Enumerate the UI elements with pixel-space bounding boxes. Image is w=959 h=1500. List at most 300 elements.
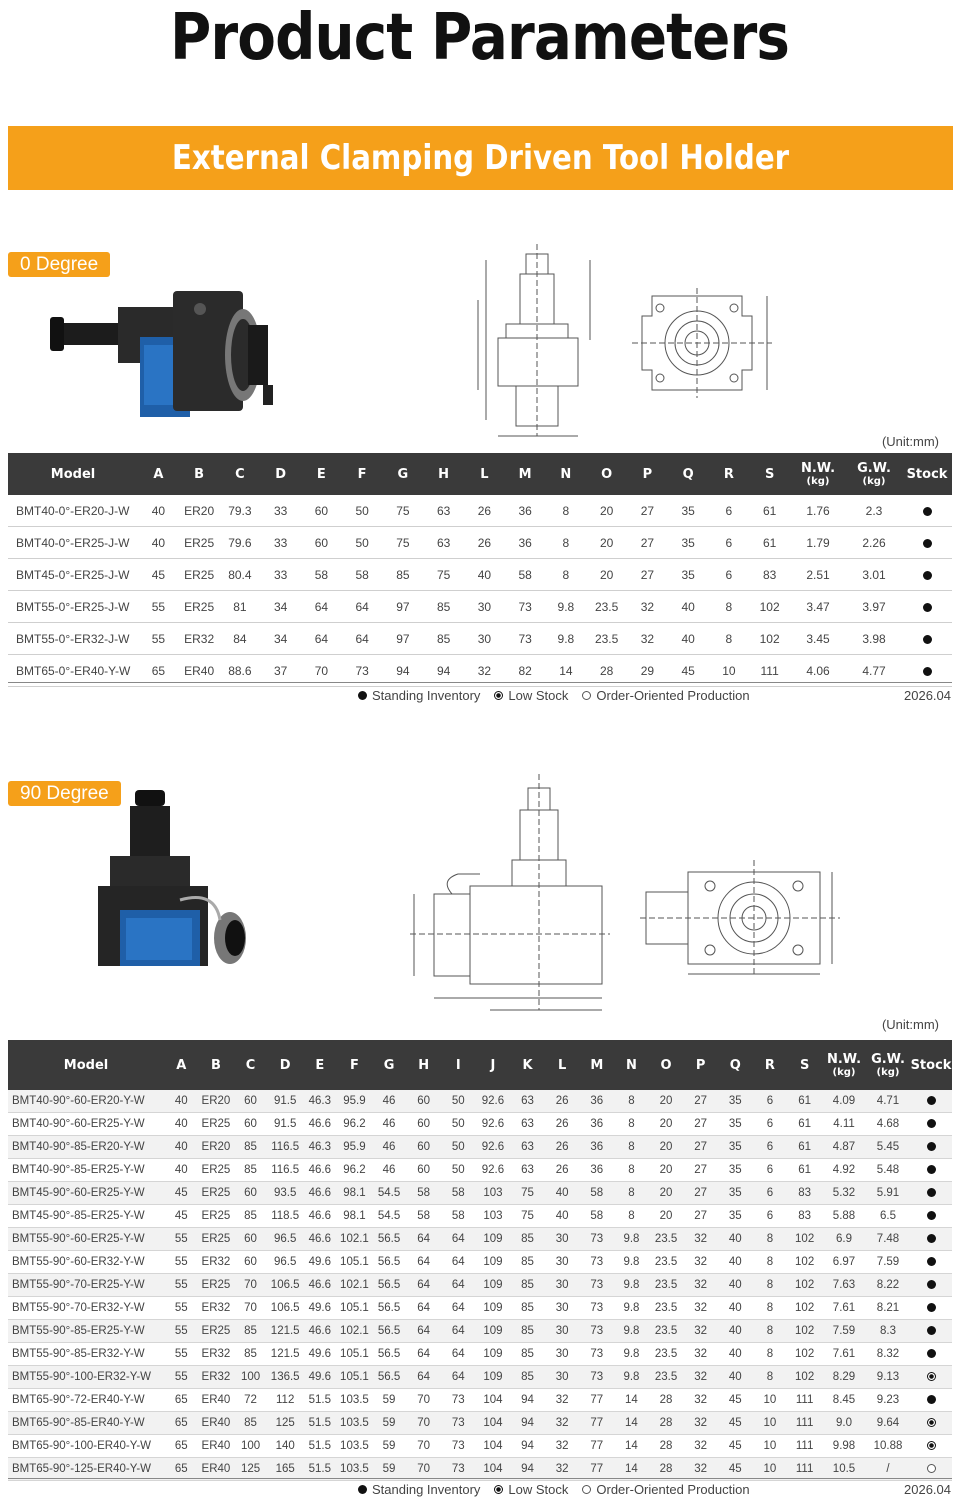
divider [8, 682, 952, 683]
table-cell: 54.5 [372, 1205, 407, 1228]
model-cell: BMT55-90°-100-ER32-Y-W [8, 1366, 164, 1389]
table-cell: 109 [476, 1228, 511, 1251]
stock-cell [902, 559, 952, 591]
table-cell: 28 [649, 1458, 684, 1481]
table-cell: 75 [510, 1205, 545, 1228]
table-cell: 9.8 [546, 591, 587, 623]
table-cell: 75 [423, 559, 464, 591]
table-cell: 59 [372, 1435, 407, 1458]
table-cell: 14 [614, 1458, 649, 1481]
table-cell: 125 [233, 1458, 268, 1481]
table-cell: 56.5 [372, 1320, 407, 1343]
table-cell: 35 [668, 559, 709, 591]
table-cell: 20 [649, 1136, 684, 1159]
table-cell: 104 [476, 1412, 511, 1435]
table-cell: ER25 [199, 1159, 234, 1182]
table-cell: 8 [753, 1343, 788, 1366]
order-production-icon [582, 1485, 591, 1494]
model-cell: BMT55-90°-85-ER32-Y-W [8, 1343, 164, 1366]
table-cell: 2.3 [846, 495, 902, 527]
table-cell: 32 [683, 1366, 718, 1389]
model-cell: BMT65-90°-100-ER40-Y-W [8, 1435, 164, 1458]
model-cell: BMT45-0°-ER25-J-W [8, 559, 138, 591]
table-cell: 98.1 [337, 1182, 372, 1205]
column-header: G [397, 466, 409, 482]
table-cell: 26 [545, 1159, 580, 1182]
table-cell: 35 [718, 1113, 753, 1136]
table-cell: 30 [545, 1228, 580, 1251]
table-cell: 79.6 [220, 527, 261, 559]
spec-table-0-degree [8, 453, 952, 687]
table-cell: ER32 [199, 1343, 234, 1366]
table-cell: 96.5 [268, 1251, 303, 1274]
table-cell: 60 [301, 495, 342, 527]
table-cell: 58 [441, 1205, 476, 1228]
table-row [8, 1113, 952, 1136]
table-cell: 23.5 [649, 1343, 684, 1366]
table-row [8, 591, 952, 623]
table-cell: 83 [749, 559, 790, 591]
table-header-row [8, 1040, 952, 1090]
standing-inventory-icon [358, 1485, 367, 1494]
column-header: P [695, 1057, 706, 1073]
table-cell: 30 [545, 1366, 580, 1389]
table-cell: 8 [614, 1136, 649, 1159]
stock-cell [910, 1389, 952, 1412]
table-cell: 7.59 [866, 1251, 910, 1274]
table-cell: 102 [787, 1228, 822, 1251]
column-header: L [480, 466, 489, 482]
table-cell: ER25 [199, 1228, 234, 1251]
column-header: D [279, 1057, 291, 1073]
table-cell: 106.5 [268, 1297, 303, 1320]
table-cell: 103.5 [337, 1435, 372, 1458]
table-cell: 20 [586, 495, 627, 527]
table-cell: 85 [423, 623, 464, 655]
column-header: N.W. (kg) [800, 460, 836, 487]
front-view-drawing-90-degree [640, 852, 850, 982]
table-cell: 55 [164, 1297, 199, 1320]
table-cell: 28 [649, 1389, 684, 1412]
table-cell: 40 [668, 591, 709, 623]
column-header: D [275, 466, 287, 482]
order-production-icon [582, 691, 591, 700]
table-cell: 8.45 [822, 1389, 866, 1412]
table-cell: ER25 [179, 559, 220, 591]
table-cell: 3.47 [790, 591, 846, 623]
table-cell: ER40 [199, 1412, 234, 1435]
legend-low-label: Low Stock [508, 688, 569, 703]
standing-inventory-icon [927, 1234, 936, 1243]
table-cell: 14 [614, 1389, 649, 1412]
table-cell: 46.3 [303, 1090, 338, 1113]
table-cell: 59 [372, 1458, 407, 1481]
table-cell: 116.5 [268, 1159, 303, 1182]
stock-cell [910, 1274, 952, 1297]
table-cell: 109 [476, 1320, 511, 1343]
table-cell: 51.5 [303, 1458, 338, 1481]
table-cell: 23.5 [649, 1297, 684, 1320]
table-cell: 6 [753, 1113, 788, 1136]
table-row [8, 1274, 952, 1297]
table-cell: 136.5 [268, 1366, 303, 1389]
table-cell: 56.5 [372, 1228, 407, 1251]
table-cell: 27 [627, 527, 668, 559]
specifications-banner [8, 126, 953, 242]
table-cell: 9.64 [866, 1412, 910, 1435]
column-header: Model [63, 1057, 109, 1073]
stock-cell [910, 1136, 952, 1159]
table-cell: 4.87 [822, 1136, 866, 1159]
column-header: S [764, 466, 775, 482]
table-cell: 36 [505, 527, 546, 559]
table-cell: 35 [668, 527, 709, 559]
standing-inventory-icon [927, 1096, 936, 1105]
table-cell: 73 [505, 623, 546, 655]
table-cell: 64 [301, 591, 342, 623]
legend-order-label: Order-Oriented Production [596, 688, 750, 703]
table-cell: 85 [510, 1320, 545, 1343]
standing-inventory-icon [927, 1188, 936, 1197]
table-cell: 37 [260, 655, 301, 687]
table-row [8, 1343, 952, 1366]
table-cell: 92.6 [476, 1090, 511, 1113]
low-stock-icon [927, 1372, 936, 1381]
table-cell: 80.4 [220, 559, 261, 591]
table-row [8, 1136, 952, 1159]
standing-inventory-icon [927, 1349, 936, 1358]
table-cell: 49.6 [303, 1343, 338, 1366]
standing-inventory-icon [927, 1257, 936, 1266]
table-cell: 32 [683, 1343, 718, 1366]
table-cell: 50 [342, 527, 383, 559]
table-cell: ER32 [199, 1297, 234, 1320]
table-cell: 9.23 [866, 1389, 910, 1412]
table-cell: 6 [753, 1136, 788, 1159]
standing-inventory-icon [923, 603, 932, 612]
table-cell: 81 [220, 591, 261, 623]
table-cell: ER40 [199, 1458, 234, 1481]
table-cell: 10 [753, 1412, 788, 1435]
column-header: B [210, 1057, 221, 1073]
table-cell: 46.6 [303, 1228, 338, 1251]
table-cell: 85 [383, 559, 424, 591]
table-cell: 45 [164, 1182, 199, 1205]
table-cell: 35 [718, 1090, 753, 1113]
model-cell: BMT55-0°-ER25-J-W [8, 591, 138, 623]
table-cell: 94 [510, 1435, 545, 1458]
table-cell: 104 [476, 1458, 511, 1481]
table-cell: 7.61 [822, 1343, 866, 1366]
table-cell: 45 [718, 1435, 753, 1458]
table-cell: 32 [683, 1251, 718, 1274]
table-cell: 64 [406, 1251, 441, 1274]
stock-cell [910, 1251, 952, 1274]
model-cell: BMT55-90°-85-ER25-Y-W [8, 1320, 164, 1343]
table-cell: 4.77 [846, 655, 902, 687]
table-cell: 9.8 [614, 1251, 649, 1274]
table-cell: 97 [383, 591, 424, 623]
column-header: F [357, 466, 367, 482]
table-cell: 111 [787, 1389, 822, 1412]
table-cell: ER20 [199, 1136, 234, 1159]
table-cell: 26 [464, 495, 505, 527]
table-cell: 88.6 [220, 655, 261, 687]
standing-inventory-icon [927, 1142, 936, 1151]
table-cell: ER25 [179, 591, 220, 623]
table-cell: 58 [342, 559, 383, 591]
table-cell: 3.98 [846, 623, 902, 655]
table-cell: 5.45 [866, 1136, 910, 1159]
table-cell: 20 [586, 559, 627, 591]
table-cell: 8 [546, 527, 587, 559]
table-cell: 55 [138, 591, 179, 623]
table-cell: 28 [649, 1435, 684, 1458]
table-cell: 58 [580, 1205, 615, 1228]
banner-text: External Clamping Driven Tool Holder Specifications [171, 138, 790, 242]
table-cell: 6.97 [822, 1251, 866, 1274]
table-cell: 8 [614, 1113, 649, 1136]
table-cell: 65 [164, 1458, 199, 1481]
model-cell: BMT40-0°-ER25-J-W [8, 527, 138, 559]
table-cell: 30 [464, 591, 505, 623]
table-cell: 64 [406, 1274, 441, 1297]
column-header: M [518, 466, 532, 482]
table-cell: 6 [753, 1090, 788, 1113]
table-cell: 121.5 [268, 1343, 303, 1366]
table-cell: 26 [464, 527, 505, 559]
table-cell: 40 [668, 623, 709, 655]
table-cell: 8.22 [866, 1274, 910, 1297]
table-cell: 46.6 [303, 1320, 338, 1343]
table-cell: 46 [372, 1113, 407, 1136]
column-header: O [601, 466, 613, 482]
table-cell: 111 [787, 1458, 822, 1481]
model-cell: BMT55-90°-70-ER25-Y-W [8, 1274, 164, 1297]
table-cell: 26 [545, 1113, 580, 1136]
table-cell: 27 [683, 1113, 718, 1136]
table-row [8, 623, 952, 655]
table-cell: 26 [545, 1090, 580, 1113]
table-cell: 8 [753, 1228, 788, 1251]
column-header: R [723, 466, 734, 482]
table-cell: 100 [233, 1366, 268, 1389]
table-cell: 65 [138, 655, 179, 687]
table-cell: 60 [233, 1251, 268, 1274]
table-cell: 58 [505, 559, 546, 591]
table-cell: 85 [233, 1412, 268, 1435]
table-cell: 93.5 [268, 1182, 303, 1205]
standing-inventory-icon [927, 1303, 936, 1312]
table-cell: 23.5 [586, 591, 627, 623]
table-cell: 6 [753, 1182, 788, 1205]
table-cell: ER25 [179, 527, 220, 559]
table-cell: 56.5 [372, 1297, 407, 1320]
column-header: E [315, 1057, 325, 1073]
table-cell: 28 [649, 1412, 684, 1435]
table-cell: 34 [260, 591, 301, 623]
table-cell: 49.6 [303, 1251, 338, 1274]
model-cell: BMT55-0°-ER32-J-W [8, 623, 138, 655]
table-cell: 3.45 [790, 623, 846, 655]
table-cell: 54.5 [372, 1182, 407, 1205]
table-cell: 20 [649, 1113, 684, 1136]
table-cell: 61 [787, 1136, 822, 1159]
table-cell: 50 [441, 1113, 476, 1136]
table-cell: 105.1 [337, 1366, 372, 1389]
table-cell: 70 [233, 1274, 268, 1297]
stock-cell [902, 623, 952, 655]
table-cell: 73 [441, 1389, 476, 1412]
table-cell: 73 [505, 591, 546, 623]
column-header: O [660, 1057, 672, 1073]
table-cell: 58 [406, 1182, 441, 1205]
table-cell: 27 [683, 1090, 718, 1113]
table-cell: 49.6 [303, 1366, 338, 1389]
table-cell: 98.1 [337, 1205, 372, 1228]
table-cell: 59 [372, 1389, 407, 1412]
table-cell: 29 [627, 655, 668, 687]
table-cell: 96.2 [337, 1113, 372, 1136]
table-row [8, 527, 952, 559]
table-cell: 32 [627, 591, 668, 623]
table-cell: 60 [406, 1090, 441, 1113]
table-row [8, 1205, 952, 1228]
table-cell: 102.1 [337, 1320, 372, 1343]
table-cell: 75 [383, 495, 424, 527]
table-cell: 8.29 [822, 1366, 866, 1389]
table-cell: 109 [476, 1343, 511, 1366]
table-cell: 35 [668, 495, 709, 527]
column-header: H [438, 466, 450, 482]
table-cell: 111 [749, 655, 790, 687]
column-header: S [799, 1057, 810, 1073]
stock-cell [910, 1159, 952, 1182]
table-cell: 23.5 [649, 1320, 684, 1343]
table-cell: 73 [342, 655, 383, 687]
table-cell: 32 [545, 1458, 580, 1481]
table-cell: 121.5 [268, 1320, 303, 1343]
unit-label-0-degree: (Unit:mm) [881, 434, 939, 449]
table-cell: 46.6 [303, 1113, 338, 1136]
standing-inventory-icon [927, 1211, 936, 1220]
table-cell: 10 [753, 1458, 788, 1481]
model-cell: BMT40-90°-60-ER20-Y-W [8, 1090, 164, 1113]
table-cell: 5.88 [822, 1205, 866, 1228]
stock-legend-90-degree [358, 1482, 750, 1497]
table-cell: 85 [233, 1136, 268, 1159]
table-cell: 7.59 [822, 1320, 866, 1343]
unit-label-90-degree: (Unit:mm) [881, 1017, 939, 1032]
table-cell: 103 [476, 1205, 511, 1228]
table-cell: / [866, 1458, 910, 1481]
table-cell: ER32 [179, 623, 220, 655]
table-cell: 104 [476, 1435, 511, 1458]
table-cell: 32 [627, 623, 668, 655]
table-cell: 9.98 [822, 1435, 866, 1458]
standing-inventory-icon [923, 635, 932, 644]
table-cell: 65 [164, 1389, 199, 1412]
table-cell: 103.5 [337, 1412, 372, 1435]
table-cell: 116.5 [268, 1136, 303, 1159]
table-cell: 63 [510, 1113, 545, 1136]
table-cell: 60 [301, 527, 342, 559]
column-header: J [490, 1057, 496, 1073]
table-cell: 40 [164, 1113, 199, 1136]
table-cell: 102 [787, 1274, 822, 1297]
table-cell: 94 [423, 655, 464, 687]
column-header: F [349, 1057, 359, 1073]
table-cell: 70 [406, 1458, 441, 1481]
table-cell: 9.8 [614, 1274, 649, 1297]
model-cell: BMT40-90°-60-ER25-Y-W [8, 1113, 164, 1136]
table-cell: 10.5 [822, 1458, 866, 1481]
table-cell: 64 [406, 1343, 441, 1366]
table-cell: 63 [510, 1159, 545, 1182]
table-cell: 95.9 [337, 1090, 372, 1113]
column-header: C [245, 1057, 256, 1073]
table-cell: 8 [753, 1251, 788, 1274]
stock-cell [910, 1412, 952, 1435]
table-cell: 102 [787, 1343, 822, 1366]
stock-cell [902, 527, 952, 559]
table-cell: 7.61 [822, 1297, 866, 1320]
table-cell: 4.68 [866, 1113, 910, 1136]
table-cell: 64 [406, 1366, 441, 1389]
standing-inventory-icon [358, 691, 367, 700]
table-cell: ER25 [199, 1274, 234, 1297]
table-cell: 27 [683, 1159, 718, 1182]
table-cell: 40 [718, 1343, 753, 1366]
table-row [8, 1320, 952, 1343]
model-cell: BMT40-0°-ER20-J-W [8, 495, 138, 527]
stock-cell [910, 1182, 952, 1205]
table-cell: 55 [164, 1366, 199, 1389]
side-view-drawing-90-degree [400, 770, 615, 1015]
table-cell: 45 [164, 1205, 199, 1228]
table-cell: 102 [749, 623, 790, 655]
table-cell: 100 [233, 1435, 268, 1458]
table-cell: 32 [464, 655, 505, 687]
table-cell: 6.9 [822, 1228, 866, 1251]
table-cell: 30 [545, 1274, 580, 1297]
front-view-drawing-0-degree [632, 288, 777, 398]
table-cell: 40 [138, 527, 179, 559]
table-cell: 58 [301, 559, 342, 591]
table-cell: 45 [668, 655, 709, 687]
table-cell: 60 [233, 1090, 268, 1113]
table-cell: 77 [580, 1458, 615, 1481]
table-cell: ER40 [179, 655, 220, 687]
table-cell: 6 [709, 559, 750, 591]
table-cell: 36 [580, 1136, 615, 1159]
standing-inventory-icon [927, 1280, 936, 1289]
table-cell: 109 [476, 1251, 511, 1274]
table-cell: 55 [138, 623, 179, 655]
section-tag-0-degree: 0 Degree [8, 252, 110, 277]
table-cell: 70 [406, 1412, 441, 1435]
table-cell: ER25 [199, 1320, 234, 1343]
table-cell: 70 [406, 1435, 441, 1458]
table-cell: 46 [372, 1159, 407, 1182]
table-cell: 40 [718, 1228, 753, 1251]
table-cell: 30 [464, 623, 505, 655]
table-cell: 46 [372, 1090, 407, 1113]
table-cell: 85 [510, 1251, 545, 1274]
table-cell: 63 [510, 1090, 545, 1113]
table-cell: 32 [683, 1435, 718, 1458]
table-cell: 8 [753, 1297, 788, 1320]
